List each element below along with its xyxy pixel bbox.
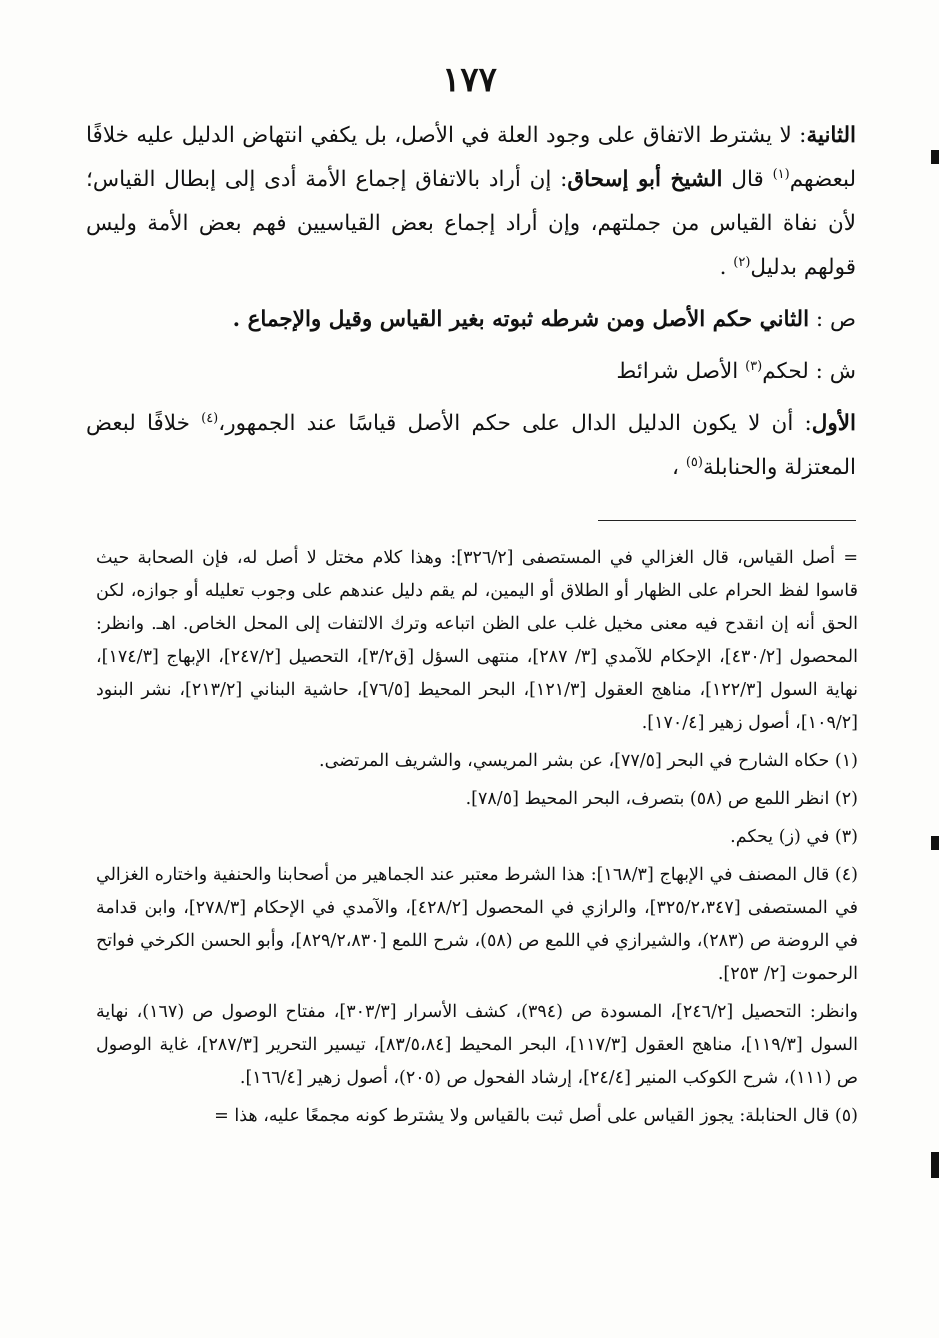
paragraph-first-condition: الأول: أن لا يكون الدليل الدال على حكم الأصل قياسًا عند الجمهور،$^{(٤)}$ خلافًا لبعض المعتزلة والحنابلة$^{(٥)}$ ، — [86, 410, 857, 480]
page-number: ١٧٧ — [442, 60, 497, 100]
scan-edge-mark — [931, 1152, 939, 1178]
footnote-5: (٥) قال الحنابلة: يجوز القياس على أصل ثبت بالقياس ولا يشترط كونه مجمعًا عليه، هذا = — [214, 1106, 858, 1126]
paragraph-label: الأول — [811, 411, 857, 436]
footnote-ref: (٥) — [685, 454, 703, 470]
footnote-4-continued: وانظر: التحصيل [٢٤٦/٢]، المسودة ص (٣٩٤)، كشف الأسرار [٣٠٣/٣]، مفتاح الوصول ص (١٦٧)، نهاية السول [١١٩/٣]، مناهج العقول [١١٧/٣]، البحر المحيط [٨٣/٥،٨٤]، تيسير التحرير [٢٨٧/٣]، غاية الوصول ص (١١١)، شرح الكوكب المنير [٢٤/٤]، إرشاد الفحول ص (٢٠٥)، أصول زهير [١٦٦/٤]. — [96, 1002, 859, 1088]
paragraph-sharh: ش : لحكم$^{(٣)}$ الأصل شرائط — [616, 358, 856, 384]
scan-edge-mark — [931, 836, 939, 850]
footnote-ref: (٣) — [745, 358, 763, 374]
footnote-2: (٢) انظر اللمع ص (٥٨) بتصرف، البحر المحيط [٧٨/٥]. — [465, 789, 858, 809]
paragraph-matn: ص : الثاني حكم الأصل ومن شرطه ثبوته بغير القياس وقيل والإجماع . — [232, 307, 856, 332]
footnote-4: (٤) قال المصنف في الإبهاج [١٦٨/٣]: هذا الشرط معتبر عند الجماهير من أصحابنا والحنفية واختاره الغزالي في المستصفى [٣٢٥/٢،٣٤٧]، والرازي في المحصول [٤٢٨/٢]، والآمدي في الإحكام [٢٧٨/٣]، وابن قدامة في الروضة ص (٢٨٣)، والشيرازي في اللمع ص (٥٨)، شرح اللمع [٨٢٩/٢،٨٣٠]، وأبو الحسن الكرخي فواتح الرحموت [٢/ ٢٥٣]. — [96, 865, 859, 984]
scan-edge-mark — [931, 150, 939, 164]
paragraph-second-condition: الثانية: لا يشترط الاتفاق على وجود العلة في الأصل، بل يكفي انتهاض الدليل عليه خلافًا لبعضهم$^{(١)}$ قال الشيخ أبو إسحاق: إن أراد بالاتفاق إجماع الأمة أدى إلى إبطال القياس؛ لأن نفاة القياس من جملتهم، وإن أراد إجماع بعض القياسيين فهم بعض الأمة وليس قولهم بدليل$^{(٢)}$ . — [86, 123, 856, 280]
footnote-separator — [598, 520, 856, 521]
footnote-1: (١) حكاه الشارح في البحر [٧٧/٥]، عن بشر المريسي، والشريف المرتضى. — [319, 751, 858, 771]
paragraph-label: الثانية — [806, 123, 856, 148]
matn-text: الثاني حكم الأصل ومن شرطه ثبوته بغير القياس وقيل والإجماع . — [232, 307, 810, 332]
footnotes — [96, 542, 858, 1133]
footnote-ref: (١) — [772, 166, 790, 182]
footnote-continuation: = أصل القياس، قال الغزالي في المستصفى [٣٢٦/٢]: وهذا كلام مختل لا أصل له، فإن الصحابة حيث قاسوا لفظ الحرام على الظهار أو الطلاق أو اليمين، لم يقم دليل عندهم على وجوب تعليله أو جوازه، لكن الحق أنه إن انقدح فيه معنى مخيل غلب على الظن اتباعه وترك الالتفات إلى المحل الخاص. اهـ. وانظر: المحصول [٤٣٠/٢]، الإحكام للآمدي [٣/ ٢٨٧]، منتهى السؤل [ق٣/٢]، التحصيل [٢٤٧/٢]، الإبهاج [١٧٤/٣]، نهاية السول [١٢٢/٣]، مناهج العقول [١٢١/٣]، البحر المحيط [٧٦/٥]، حاشية البناني [٢١٣/٢]، نشر البنود [١٠٩/٢]، أصول زهير [١٧٠/٤]. — [96, 548, 858, 733]
scholar-name: الشيخ أبو إسحاق — [567, 167, 723, 192]
footnote-ref: (٤) — [201, 410, 219, 426]
footnote-3: (٣) في (ز) يحكم. — [730, 827, 858, 847]
footnote-ref: (٢) — [733, 254, 751, 270]
main-text — [86, 114, 856, 490]
